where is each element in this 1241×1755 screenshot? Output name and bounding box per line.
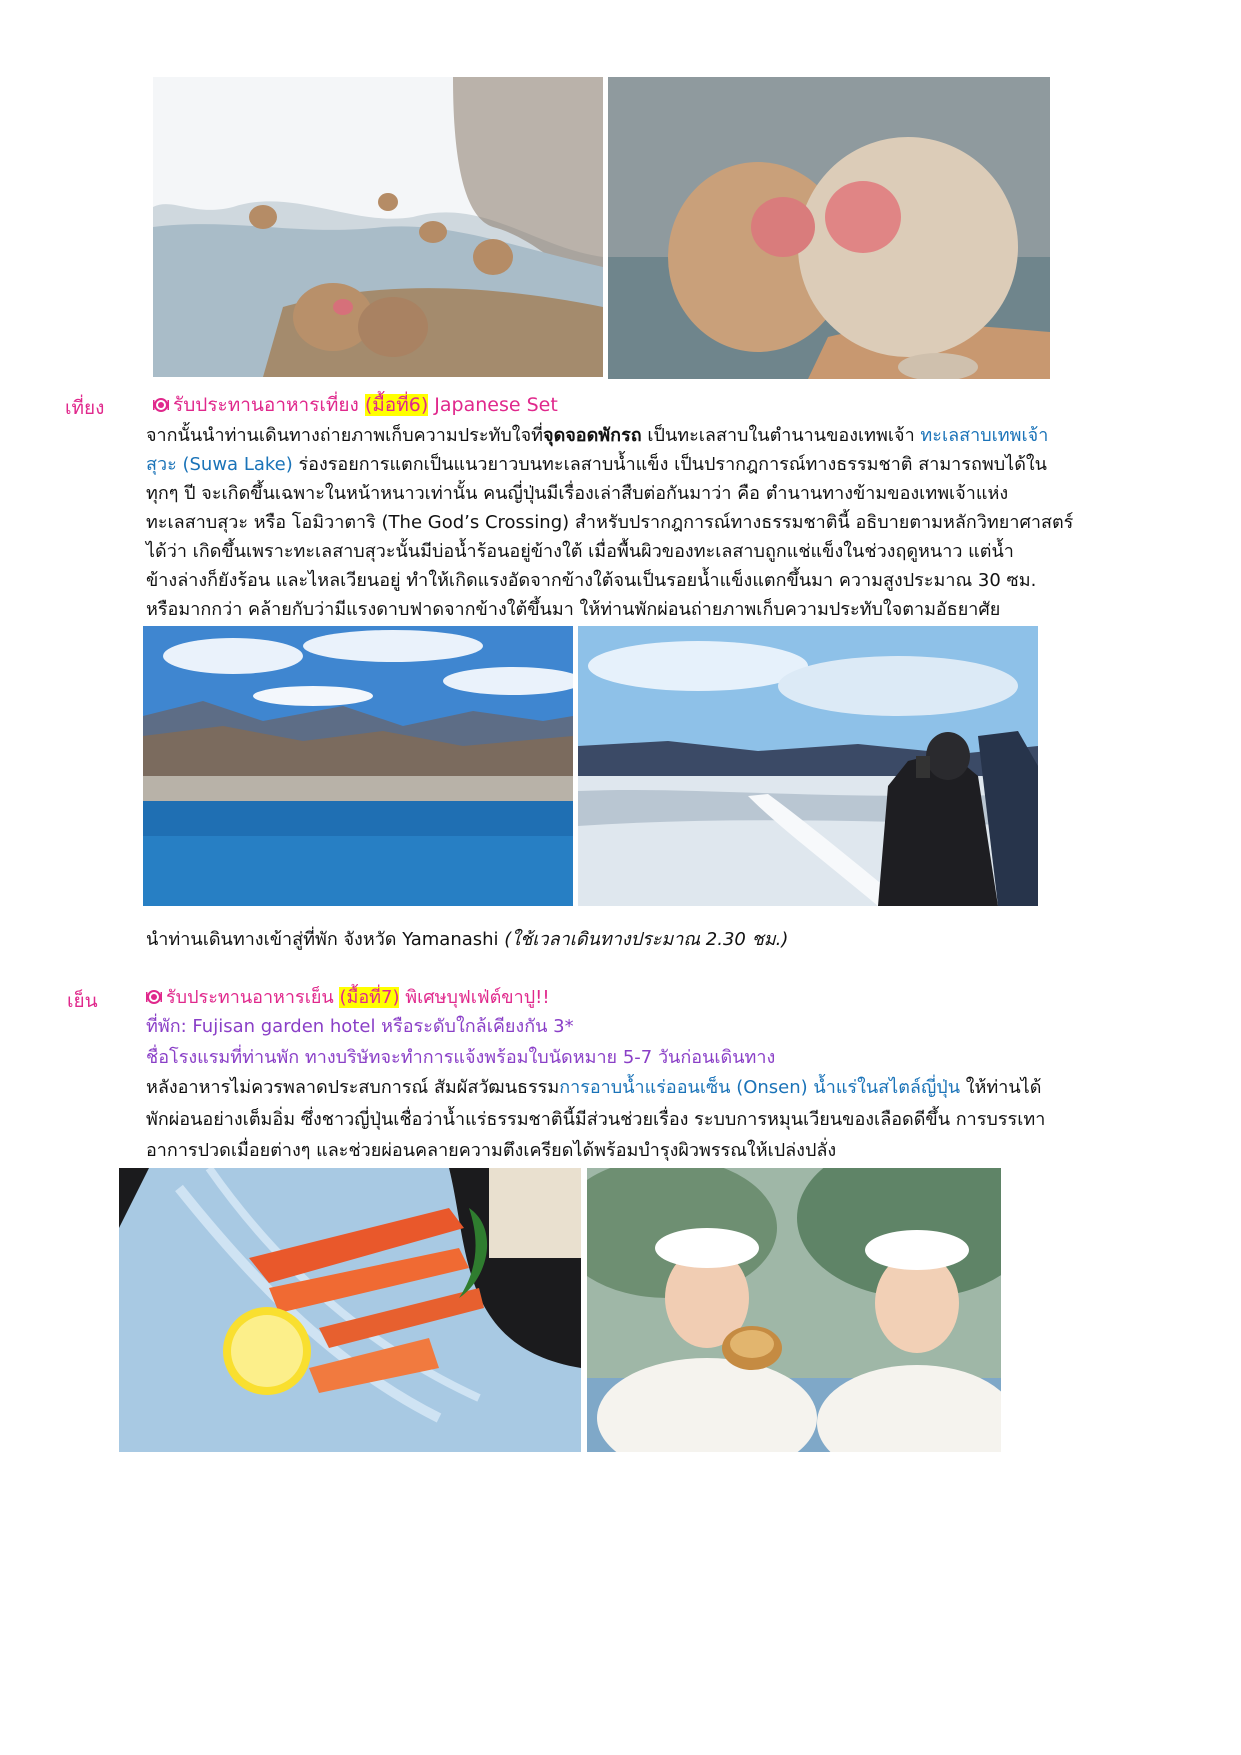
lunch-meal-line — [153, 393, 558, 417]
lake-text: จากนั้นนำท่านเดินทางถ่ายภาพเก็บความประทับใจที่ — [146, 425, 544, 446]
lunch-meal-name: Japanese Set — [434, 394, 558, 416]
frozen-lake-photographers-photo — [578, 626, 1038, 906]
dinner-meal-line — [146, 986, 550, 1010]
lake-paragraph-line-6: ข้างล่างก็ยังร้อน และไหลเวียนอยู่ ทำให้เกิดแรงอัดจากข้างใต้จนเป็นรอยน้ำแข็งแตกขึ้นมา ความสูงประมาณ 30 ซม. — [146, 570, 1037, 591]
onsen-paragraph-line-3: อาการปวดเมื่อยต่างๆ และช่วยผ่อนคลายความตึงเครียดได้พร้อมบำรุงผิวพรรณให้เปล่งปลั่ง — [146, 1140, 837, 1161]
lake-paragraph-line-7: หรือมากกว่า คล้ายกับว่ามีแรงดาบฟาดจากข้างใต้ขึ้นมา ให้ท่านพักผ่อนถ่ายภาพเก็บความประทับใจตามอัธยาศัย — [146, 599, 1001, 620]
lake-paragraph-line-1 — [146, 424, 1048, 448]
lake-text: เป็นทะเลสาบในตำนานของเทพเจ้า — [641, 425, 921, 446]
onsen-text: ให้ท่านได้ — [960, 1077, 1042, 1098]
transfer-duration: (ใช้เวลาเดินทางประมาณ 2.30 ชม.) — [504, 929, 789, 950]
suwa-lake-link: ทะเลสาบเทพเจ้า — [920, 425, 1049, 446]
hotel-note-line: ชื่อโรงแรมที่ท่านพัก ทางบริษัทจะทำการแจ้งพร้อมใบนัดหมาย 5-7 วันก่อนเดินทาง — [146, 1047, 776, 1068]
crab-legs-photo — [119, 1168, 581, 1452]
suwa-lake-view-photo — [143, 626, 573, 906]
bowl-icon — [153, 397, 169, 413]
women-onsen-photo — [587, 1168, 1001, 1452]
hotel-line: ที่พัก: Fujisan garden hotel หรือระดับใกล้เคียงกัน 3* — [146, 1016, 574, 1037]
onsen-text: หลังอาหารไม่ควรพลาดประสบการณ์ สัมผัสวัฒนธรรม — [146, 1077, 560, 1098]
onsen-paragraph-line-2: พักผ่อนอย่างเต็มอิ่ม ซึ่งชาวญี่ปุ่นเชื่อว่าน้ำแร่ธรรมชาตินี้มีส่วนช่วยเรื่อง ระบบการหมุนเวียนของเลือดดีขึ้น การบรรเทา — [146, 1109, 1046, 1130]
monkeys-kissing-photo — [608, 77, 1050, 379]
suwa-lake-link: สุวะ (Suwa Lake) — [146, 454, 293, 475]
dinner-meal-name: พิเศษบุฟเฟ่ต์ขาปู!! — [405, 987, 550, 1008]
lake-paragraph-line-3: ทุกๆ ปี จะเกิดขึ้นเฉพาะในหน้าหนาวเท่านั้น คนญี่ปุ่นมีเรื่องเล่าสืบต่อกันมาว่า คือ ตำนานทางข้ามของเทพเจ้าแห่ง — [146, 483, 1009, 504]
lunch-meal-number: (มื้อที่6) — [364, 394, 429, 416]
lunch-meal-text: รับประทานอาหารเที่ยง — [173, 394, 359, 416]
lake-paragraph-line-5: ได้ว่า เกิดขึ้นเพราะทะเลสาบสุวะนั้นมีบ่อน้ำร้อนอยู่ข้างใต้ เมื่อพื้นผิวของทะเลสาบถูกแช่แข็งในช่วงฤดูหนาว แต่น้ำ — [146, 541, 1014, 562]
rest-stop-text: จุดจอดพักรถ — [543, 425, 642, 446]
onsen-link: การอาบน้ำแร่ออนเซ็น (Onsen) น้ำแร่ในสไตล์ญี่ปุ่น — [559, 1077, 961, 1098]
transfer-text: นำท่านเดินทางเข้าสู่ที่พัก จังหวัด Yamanashi — [146, 929, 505, 950]
lake-paragraph-line-2 — [146, 453, 1047, 477]
lake-text: ร่องรอยการแตกเป็นแนวยาวบนทะเลสาบน้ำแข็ง เป็นปรากฎการณ์ทางธรรมชาติ สามารถพบได้ใน — [292, 454, 1047, 475]
dinner-meal-number: (มื้อที่7) — [339, 987, 400, 1008]
dinner-meal-text: รับประทานอาหารเย็น — [166, 987, 334, 1008]
lake-paragraph-line-4: ทะเลสาบสุวะ หรือ โอมิวาตาริ (The God’s Crossing) สำหรับปรากฎการณ์ทางธรรมชาตินี้ อธิบายตามหลักวิทยาศาสตร์ — [146, 512, 1074, 533]
lunch-time-label: เที่ยง — [65, 397, 105, 419]
transfer-line — [146, 928, 788, 952]
dinner-time-label: เย็น — [67, 990, 98, 1012]
snow-monkey-onsen-photo — [153, 77, 603, 377]
bowl-icon — [146, 989, 162, 1005]
onsen-paragraph-line-1 — [146, 1076, 1041, 1100]
